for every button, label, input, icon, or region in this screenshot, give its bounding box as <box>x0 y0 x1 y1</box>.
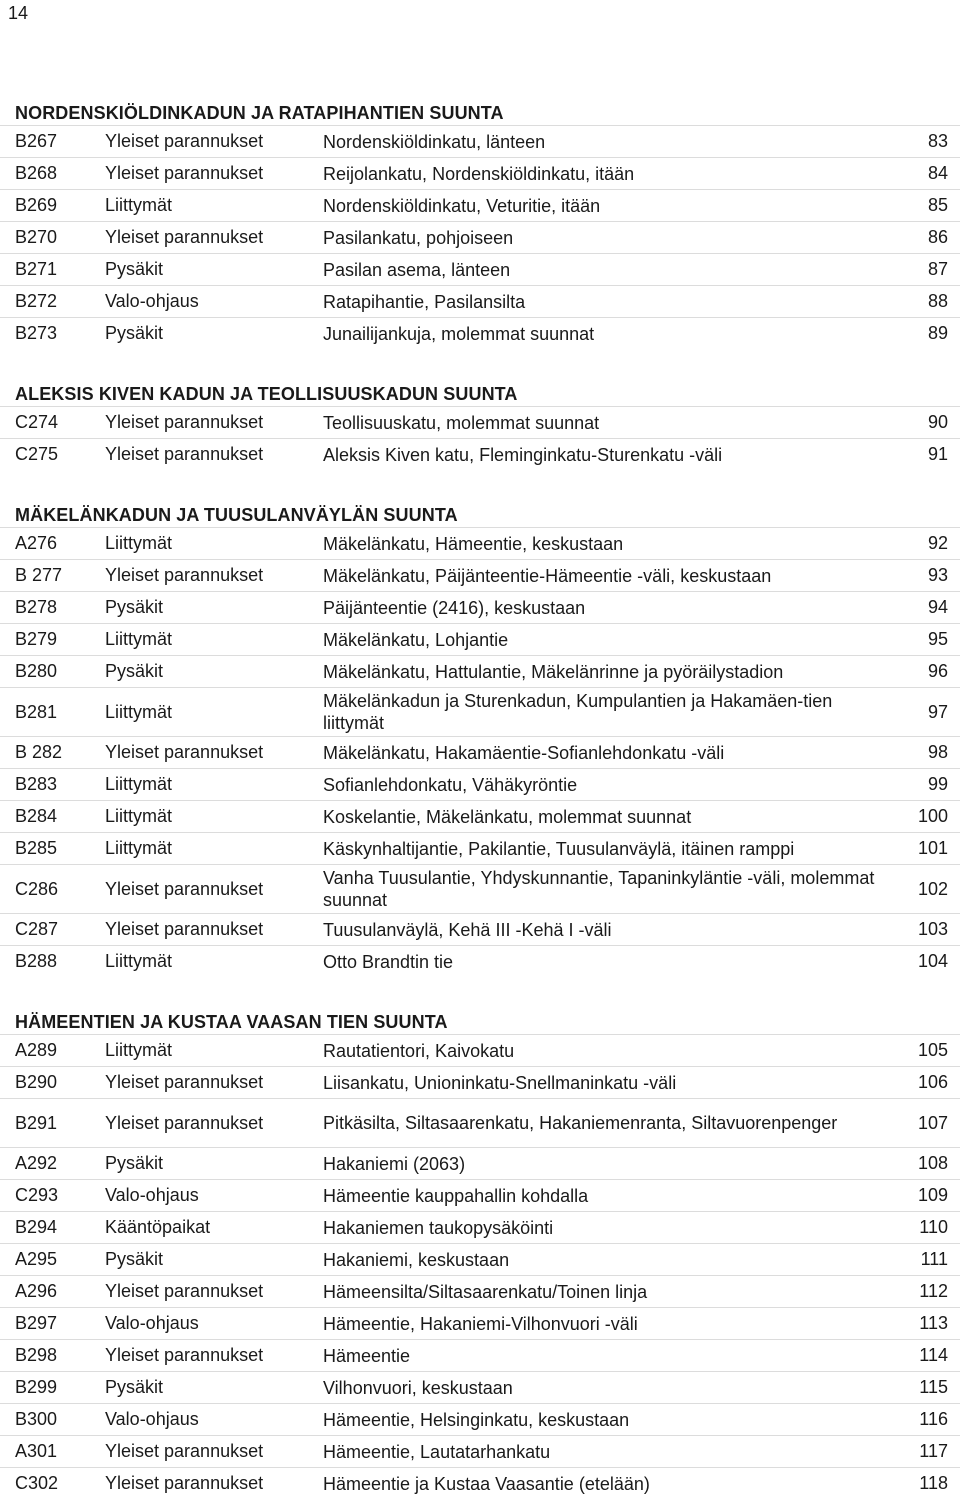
item-location: Sofianlehdonkatu, Vähäkyröntie <box>323 774 578 795</box>
item-page-number: 105 <box>917 1040 948 1060</box>
item-location: Ratapihantie, Pasilansilta <box>323 291 526 312</box>
item-location: Hämeentie, Helsinginkatu, keskustaan <box>323 1409 630 1430</box>
item-page-number: 98 <box>927 742 948 762</box>
item-type: Liittymät <box>105 195 173 215</box>
table-row <box>0 1179 960 1211</box>
item-page-number: 112 <box>919 1281 948 1301</box>
item-page-number: 115 <box>919 1377 948 1397</box>
item-code: B297 <box>15 1313 58 1333</box>
table-row <box>0 1467 960 1499</box>
table-row <box>0 1034 960 1066</box>
item-location: Hakaniemi (2063) <box>323 1153 466 1174</box>
item-location: Pitkäsilta, Siltasaarenkatu, Hakaniemenranta, Siltavuorenpenger <box>323 1113 838 1133</box>
section-title: NORDENSKIÖLDINKADUN JA RATAPIHANTIEN SUUNTA <box>15 103 504 123</box>
table-row <box>0 1243 960 1275</box>
table-row <box>0 623 960 655</box>
item-page-number: 113 <box>919 1313 948 1333</box>
item-page-number: 116 <box>919 1409 948 1429</box>
item-code: B285 <box>15 838 58 858</box>
item-type: Yleiset parannukset <box>105 131 264 151</box>
table-row <box>0 736 960 768</box>
item-location: Mäkelänkatu, Lohjantie <box>323 629 509 650</box>
item-code: B278 <box>15 597 58 617</box>
item-type: Yleiset parannukset <box>105 742 264 762</box>
item-location: Liisankatu, Unioninkatu-Snellmaninkatu -väli <box>323 1072 677 1093</box>
section-gap <box>0 470 960 503</box>
item-location: Mäkelänkatu, Hattulantie, Mäkelänrinne ja pyöräilystadion <box>323 661 784 682</box>
item-type: Liittymät <box>105 774 173 794</box>
item-code: A292 <box>15 1153 58 1173</box>
item-page-number: 92 <box>927 533 948 553</box>
item-code: B269 <box>15 195 58 215</box>
item-location: Hämeentie ja Kustaa Vaasantie (etelään) <box>323 1473 650 1494</box>
table-row <box>0 1339 960 1371</box>
item-code: B288 <box>15 951 58 971</box>
item-code: B281 <box>15 701 58 722</box>
item-code: B284 <box>15 806 58 826</box>
table-row <box>0 832 960 864</box>
item-page-number: 118 <box>919 1473 948 1493</box>
item-type: Pysäkit <box>105 1153 164 1173</box>
item-location: Hämeentie, Lautatarhankatu <box>323 1441 551 1462</box>
item-type: Yleiset parannukset <box>105 878 264 899</box>
item-type: Liittymät <box>105 838 173 858</box>
item-location: Hakaniemen taukopysäköinti <box>323 1217 554 1238</box>
table-row <box>0 1066 960 1098</box>
item-type: Liittymät <box>105 701 173 722</box>
item-type: Yleiset parannukset <box>105 1072 264 1092</box>
item-page-number: 83 <box>927 131 948 151</box>
item-location: Teollisuuskatu, molemmat suunnat <box>323 412 600 433</box>
item-page-number: 101 <box>917 838 948 858</box>
item-code: B291 <box>15 1112 58 1133</box>
item-location: Hämeensilta/Siltasaarenkatu/Toinen linja <box>323 1281 648 1302</box>
item-page-number: 86 <box>927 227 948 247</box>
table-row <box>0 559 960 591</box>
table-row <box>0 253 960 285</box>
item-location: Päijänteentie (2416), keskustaan <box>323 597 586 618</box>
table-row <box>0 1403 960 1435</box>
item-type: Valo-ohjaus <box>105 291 199 311</box>
item-page-number: 110 <box>919 1217 948 1237</box>
table-row <box>0 317 960 349</box>
table-row <box>0 438 960 470</box>
table-of-contents <box>0 101 960 1499</box>
item-code: B294 <box>15 1217 58 1237</box>
item-location: Hämeentie, Hakaniemi-Vilhonvuori -väli <box>323 1313 638 1334</box>
item-page-number: 100 <box>917 806 948 826</box>
item-page-number: 108 <box>917 1153 948 1173</box>
table-row <box>0 687 960 736</box>
item-type: Valo-ohjaus <box>105 1185 199 1205</box>
table-row <box>0 1275 960 1307</box>
item-code: B280 <box>15 661 58 681</box>
item-code: B 277 <box>15 565 63 585</box>
item-page-number: 99 <box>927 774 948 794</box>
item-page-number: 90 <box>927 412 948 432</box>
item-page-number: 91 <box>927 444 948 464</box>
item-code: B271 <box>15 259 58 279</box>
table-row <box>0 864 960 913</box>
item-location: Reijolankatu, Nordenskiöldinkatu, itään <box>323 163 635 184</box>
item-type: Pysäkit <box>105 1377 164 1397</box>
item-page-number: 114 <box>919 1345 948 1365</box>
item-type: Yleiset parannukset <box>105 1112 264 1133</box>
table-row <box>0 1147 960 1179</box>
item-page-number: 87 <box>927 259 948 279</box>
item-code: B272 <box>15 291 58 311</box>
item-code: C302 <box>15 1473 59 1493</box>
section-title: HÄMEENTIEN JA KUSTAA VAASAN TIEN SUUNTA <box>15 1012 448 1032</box>
item-page-number: 96 <box>927 661 948 681</box>
item-page-number: 97 <box>927 701 948 722</box>
item-type: Liittymät <box>105 1040 173 1060</box>
table-row <box>0 800 960 832</box>
item-code: B279 <box>15 629 58 649</box>
item-type: Yleiset parannukset <box>105 163 264 183</box>
item-type: Kääntöpaikat <box>105 1217 211 1237</box>
item-type: Liittymät <box>105 629 173 649</box>
item-type: Yleiset parannukset <box>105 1473 264 1493</box>
item-code: B 282 <box>15 742 63 762</box>
table-row <box>0 913 960 945</box>
table-row <box>0 406 960 438</box>
table-row <box>0 1435 960 1467</box>
item-location: Käskynhaltijantie, Pakilantie, Tuusulanväylä, itäinen ramppi <box>323 838 795 859</box>
section-title: ALEKSIS KIVEN KADUN JA TEOLLISUUSKADUN SUUNTA <box>15 384 518 404</box>
item-code: C274 <box>15 412 59 432</box>
table-row <box>0 221 960 253</box>
table-row <box>0 1307 960 1339</box>
page-number: 14 <box>8 3 29 23</box>
item-page-number: 111 <box>920 1249 948 1269</box>
item-page-number: 93 <box>927 565 948 585</box>
item-type: Yleiset parannukset <box>105 444 264 464</box>
item-location: Koskelantie, Mäkelänkatu, molemmat suunnat <box>323 806 692 827</box>
item-code: B299 <box>15 1377 58 1397</box>
table-row <box>0 655 960 687</box>
table-row <box>0 1371 960 1403</box>
item-type: Pysäkit <box>105 1249 164 1269</box>
item-type: Pysäkit <box>105 661 164 681</box>
item-type: Yleiset parannukset <box>105 1281 264 1301</box>
item-code: B298 <box>15 1345 58 1365</box>
table-row <box>0 1098 960 1147</box>
table-row <box>0 945 960 977</box>
table-row <box>0 768 960 800</box>
item-code: B283 <box>15 774 58 794</box>
item-page-number: 88 <box>927 291 948 311</box>
item-page-number: 109 <box>917 1185 948 1205</box>
item-page-number: 95 <box>927 629 948 649</box>
item-page-number: 104 <box>917 951 948 971</box>
item-location: Vanha Tuusulantie, Yhdyskunnantie, Tapaninkyläntie -väli, molemmat suunnat <box>323 868 875 910</box>
item-type: Liittymät <box>105 806 173 826</box>
item-type: Pysäkit <box>105 597 164 617</box>
item-location: Tuusulanväylä, Kehä III -Kehä I -väli <box>323 919 612 940</box>
item-type: Pysäkit <box>105 323 164 343</box>
table-row <box>0 189 960 221</box>
item-code: B270 <box>15 227 58 247</box>
item-code: B273 <box>15 323 58 343</box>
item-type: Pysäkit <box>105 259 164 279</box>
item-location: Hämeentie <box>323 1345 411 1366</box>
item-page-number: 85 <box>927 195 948 215</box>
item-location: Mäkelänkatu, Hämeentie, keskustaan <box>323 533 624 554</box>
item-location: Rautatientori, Kaivokatu <box>323 1040 515 1061</box>
item-page-number: 107 <box>917 1112 948 1133</box>
item-location: Pasilan asema, länteen <box>323 259 511 280</box>
item-location: Mäkelänkadun ja Sturenkadun, Kumpulantien ja Hakamäen-tien liittymät <box>323 691 833 733</box>
item-type: Liittymät <box>105 951 173 971</box>
item-code: B268 <box>15 163 58 183</box>
item-code: C275 <box>15 444 59 464</box>
item-type: Yleiset parannukset <box>105 1345 264 1365</box>
item-type: Yleiset parannukset <box>105 412 264 432</box>
item-location: Mäkelänkatu, Hakamäentie-Sofianlehdonkatu -väli <box>323 742 725 763</box>
item-code: A276 <box>15 533 58 553</box>
item-page-number: 103 <box>917 919 948 939</box>
item-code: A289 <box>15 1040 58 1060</box>
item-location: Aleksis Kiven katu, Fleminginkatu-Sturenkatu -väli <box>323 444 723 465</box>
item-code: B300 <box>15 1409 58 1429</box>
item-code: C286 <box>15 878 59 899</box>
item-page-number: 117 <box>919 1441 948 1461</box>
item-location: Mäkelänkatu, Päijänteentie-Hämeentie -väli, keskustaan <box>323 565 772 586</box>
section-title: MÄKELÄNKADUN JA TUUSULANVÄYLÄN SUUNTA <box>15 505 458 525</box>
item-code: B267 <box>15 131 58 151</box>
item-page-number: 106 <box>917 1072 948 1092</box>
table-row <box>0 125 960 157</box>
item-location: Nordenskiöldinkatu, länteen <box>323 131 546 152</box>
item-location: Pasilankatu, pohjoiseen <box>323 227 514 248</box>
table-row <box>0 591 960 623</box>
item-code: C287 <box>15 919 59 939</box>
item-location: Vilhonvuori, keskustaan <box>323 1377 513 1398</box>
item-page-number: 102 <box>917 878 948 899</box>
item-type: Yleiset parannukset <box>105 227 264 247</box>
item-type: Yleiset parannukset <box>105 1441 264 1461</box>
item-page-number: 89 <box>927 323 948 343</box>
item-location: Hämeentie kauppahallin kohdalla <box>323 1185 589 1206</box>
item-location: Hakaniemi, keskustaan <box>323 1249 510 1270</box>
table-row <box>0 1211 960 1243</box>
item-type: Yleiset parannukset <box>105 565 264 585</box>
item-location: Junailijankuja, molemmat suunnat <box>323 323 595 344</box>
item-code: B290 <box>15 1072 58 1092</box>
item-location: Otto Brandtin tie <box>323 951 454 972</box>
item-type: Liittymät <box>105 533 173 553</box>
item-code: A301 <box>15 1441 58 1461</box>
item-type: Valo-ohjaus <box>105 1313 199 1333</box>
item-code: A295 <box>15 1249 58 1269</box>
item-page-number: 94 <box>927 597 948 617</box>
section-gap <box>0 977 960 1010</box>
table-row <box>0 527 960 559</box>
item-code: A296 <box>15 1281 58 1301</box>
item-location: Nordenskiöldinkatu, Veturitie, itään <box>323 195 601 216</box>
item-type: Valo-ohjaus <box>105 1409 199 1429</box>
table-row <box>0 157 960 189</box>
item-page-number: 84 <box>927 163 948 183</box>
item-type: Yleiset parannukset <box>105 919 264 939</box>
table-row <box>0 285 960 317</box>
section-gap <box>0 349 960 382</box>
item-code: C293 <box>15 1185 59 1205</box>
